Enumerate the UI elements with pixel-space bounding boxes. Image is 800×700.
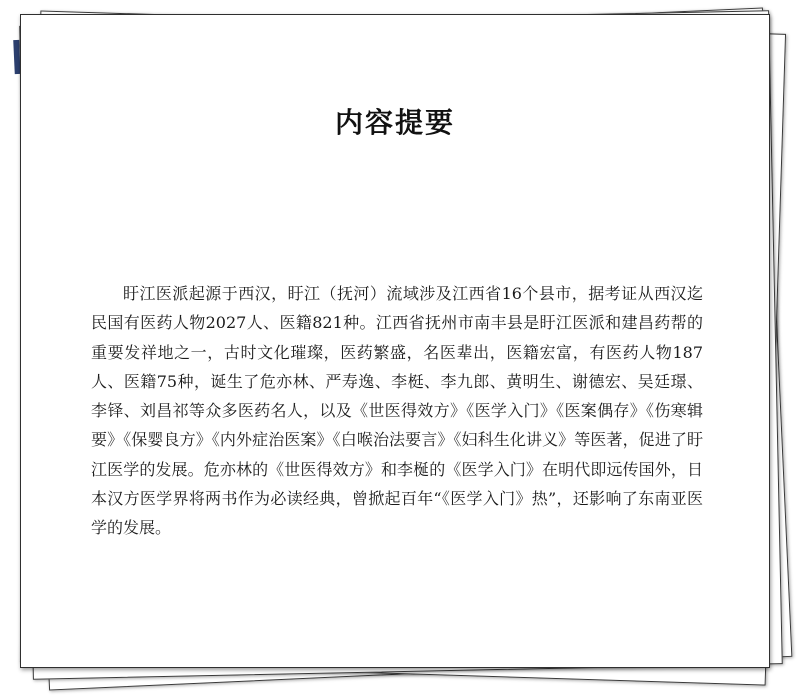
front-page xyxy=(20,14,770,668)
page-title: 内容提要 xyxy=(334,106,455,139)
abstract-paragraph: 盱江医派起源于西汉，盱江（抚河）流域涉及江西省16个县市，据考证从西汉迄民国有医药人物2027人、医籍821种。江西省抚州市南丰县是盱江医派和建昌药帮的重要发祥地之一，古时文化璀璨，医药繁盛，名医辈出，医籍宏富，有医药人物187人、医籍75种，诞生了危亦林、严寿逸、李梃、李九郎、黄明生、谢德宏、吴廷璟、李铎、刘昌祁等众多医药名人，以及《世医得效方》《医学入门》《医案偶存》《伤寒辑要》《保婴良方》《内外症治医案》《白喉治法要言》《妇科生化讲义》等医著，促进了盱江医学的发展。危亦林的《世医得效方》和李梴的《医学入门》在明代即远传国外，日本汉方医学界将两书作为必读经典，曾掀起百年“《医学入门》热”，还影响了东南亚医学的发展。 xyxy=(91,284,703,538)
